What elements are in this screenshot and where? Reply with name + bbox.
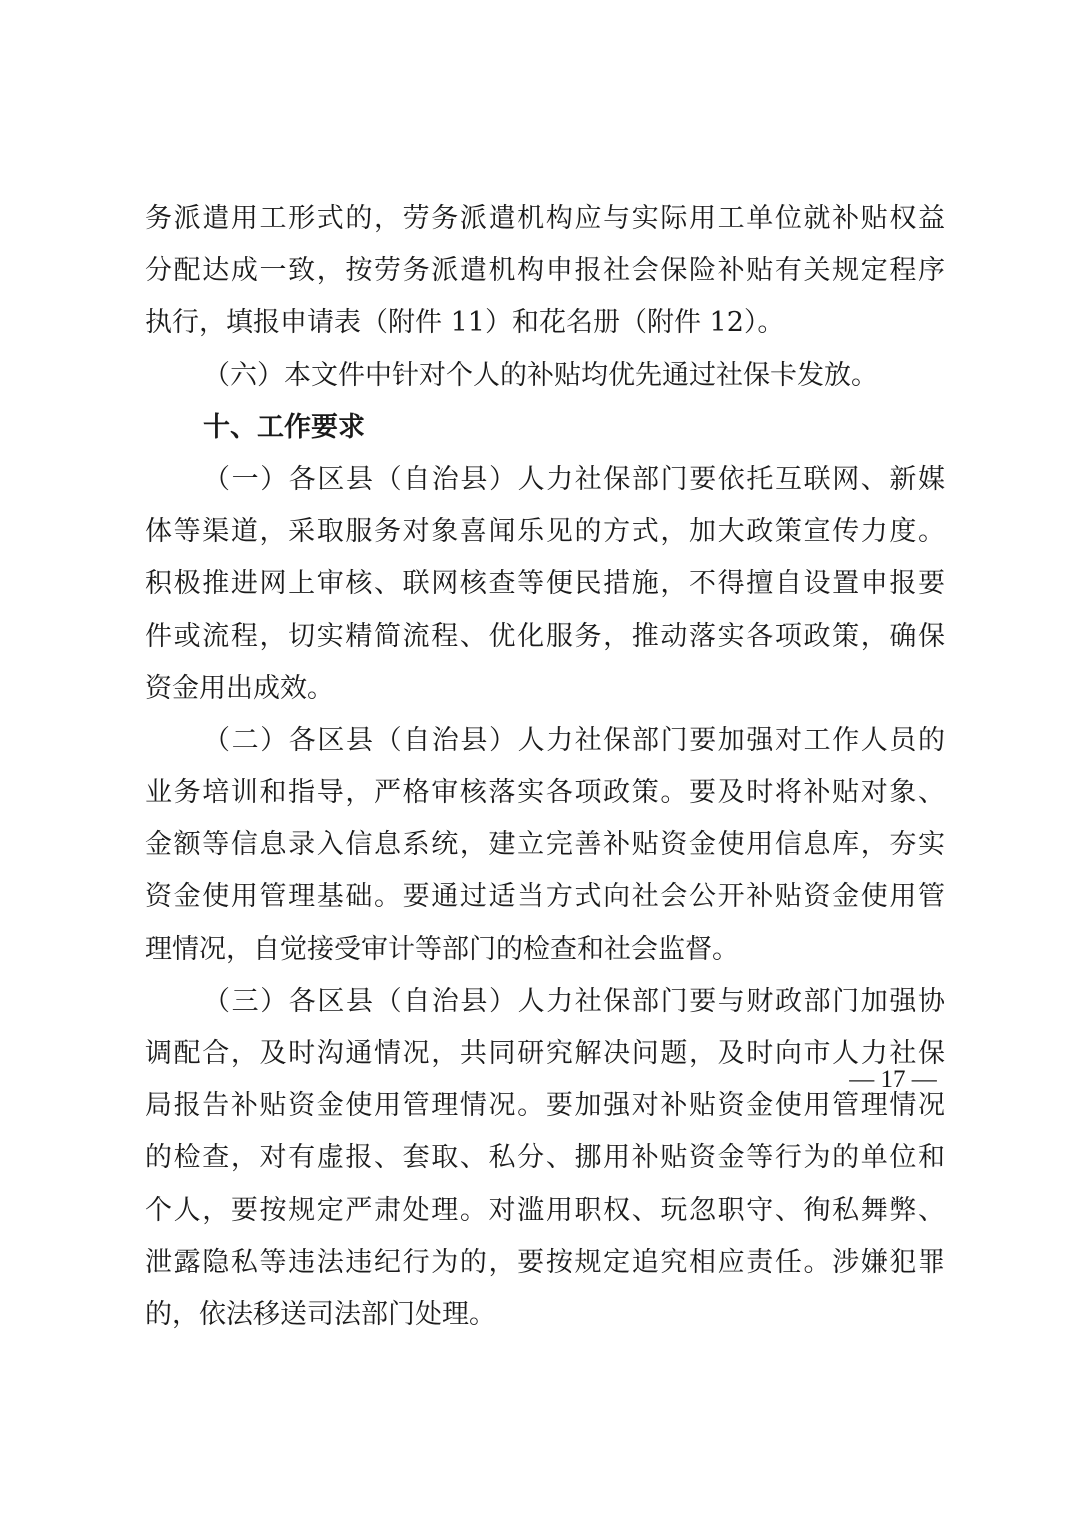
text-line: 体等渠道，采取服务对象喜闻乐见的方式，加大政策宣传力度。 — [145, 516, 945, 548]
text-line: 个人，要按规定严肃处理。对滥用职权、玩忽职守、徇私舞弊、 — [145, 1194, 945, 1226]
text-line: 理情况，自觉接受审计等部门的检查和社会监督。 — [145, 933, 739, 965]
paragraph-six: （六）本文件中针对个人的补贴均优先通过社保卡发放。 — [203, 359, 878, 391]
text-line: 务派遣用工形式的，劳务派遣机构应与实际用工单位就补贴权益 — [145, 203, 945, 234]
text-line: 的检查，对有虚报、套取、私分、挪用补贴资金等行为的单位和 — [145, 1142, 945, 1174]
body-text — [145, 193, 945, 1341]
paragraph-two-start: （二）各区县（自治县）人力社保部门要加强对工作人员的 — [203, 724, 945, 756]
text-line: 件或流程，切实精简流程、优化服务，推动落实各项政策，确保 — [145, 620, 945, 652]
text-line: 资金使用管理基础。要通过适当方式向社会公开补贴资金使用管 — [145, 881, 945, 913]
text-line: 执行，填报申请表（附件 11）和花名册（附件 12）。 — [145, 307, 785, 339]
section-heading: 十、工作要求 — [203, 411, 365, 443]
text-line: 资金用出成效。 — [145, 672, 334, 704]
text-line: 金额等信息录入信息系统，建立完善补贴资金使用信息库，夯实 — [145, 829, 945, 861]
page-number: — 17 — — [849, 1066, 937, 1093]
text-line: 分配达成一致，按劳务派遣机构申报社会保险补贴有关规定程序 — [145, 255, 945, 287]
text-line: 调配合，及时沟通情况，共同研究解决问题，及时向市人力社保 — [145, 1038, 945, 1069]
paragraph-one-start: （一）各区县（自治县）人力社保部门要依托互联网、新媒 — [203, 463, 945, 495]
text-line: 的，依法移送司法部门处理。 — [145, 1298, 496, 1330]
text-line: 积极推进网上审核、联网核查等便民措施，不得擅自设置申报要 — [145, 568, 945, 600]
text-line: 业务培训和指导，严格审核落实各项政策。要及时将补贴对象、 — [145, 777, 945, 809]
paragraph-three-start: （三）各区县（自治县）人力社保部门要与财政部门加强协 — [203, 985, 945, 1017]
text-line: 泄露隐私等违法违纪行为的，要按规定追究相应责任。涉嫌犯罪 — [145, 1246, 945, 1278]
text-line: 局报告补贴资金使用管理情况。要加强对补贴资金使用管理情况 — [145, 1090, 945, 1122]
